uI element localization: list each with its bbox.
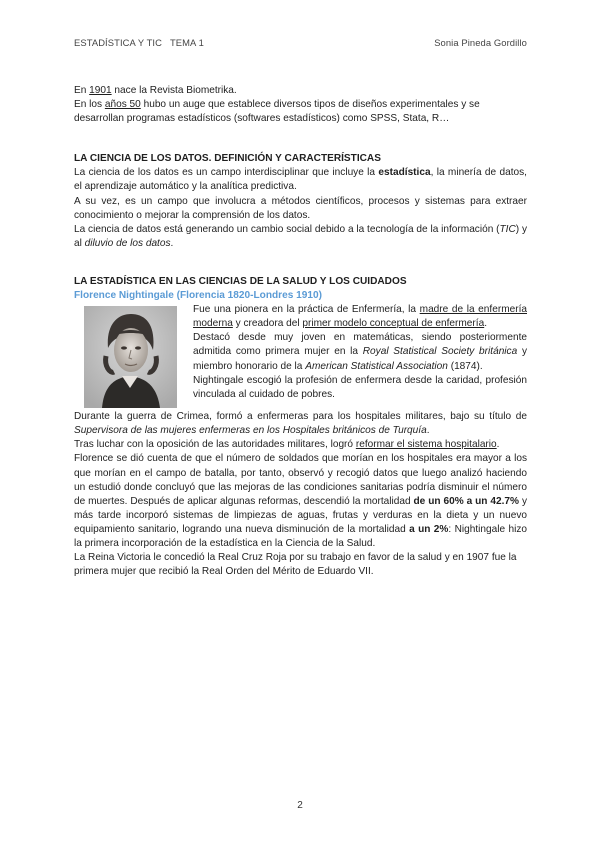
subtitle-florence-nightingale: Florence Nightingale (Florencia 1820-Londres 1910): [74, 290, 322, 302]
nightingale-paragraph-4: Durante la guerra de Crimea, formó a enfermeras para los hospitales militares, bajo su título de Supervisora de las mujeres enfermeras en los Hospitales británicos de Turquía.: [74, 411, 527, 437]
page-content: [74, 84, 527, 579]
data-science-paragraph-2: A su vez, es un campo que involucra a métodos científicos, procesos y sistemas para extraer conocimiento o mejorar la comprensión de los datos.: [74, 195, 527, 221]
header-author: Sonia Pineda Gordillo: [434, 37, 527, 48]
portrait-image: [84, 306, 177, 408]
years-50-link[interactable]: años 50: [104, 99, 141, 111]
data-science-paragraph-3: La ciencia de datos está generando un cambio social debido a la tecnología de la información (TIC) y al diluvio de los datos.: [74, 223, 527, 249]
portrait-drawing: [84, 306, 177, 408]
nightingale-paragraph-7: La Reina Victoria le concedió la Real Cruz Roja por su trabajo en favor de la salud y en 1907 fue la primera mujer que recibió la Real Orden del Mérito de Eduardo VII.: [74, 552, 517, 578]
data-science-paragraph-1: La ciencia de los datos es un campo interdisciplinar que incluye la estadística, la minería de datos, el aprendizaje automático y la analítica predictiva.: [74, 167, 527, 193]
nightingale-paragraph-5: Tras luchar con la oposición de las autoridades militares, logró reformar el sistema hospitalario.: [74, 439, 500, 451]
page-number: 2: [297, 800, 303, 811]
nightingale-paragraph-3: Nightingale escogió la profesión de enfermera desde la caridad, profesión vinculada al cuidado de pobres.: [193, 374, 527, 400]
section-title-health-statistics: LA ESTADÍSTICA EN LAS CIENCIAS DE LA SALUD Y LOS CUIDADOS: [74, 275, 407, 287]
section-title-data-science: LA CIENCIA DE LOS DATOS. DEFINICIÓN Y CARACTERÍSTICAS: [74, 153, 381, 165]
intro-paragraph-1: En 1901 nace la Revista Biometrika.: [74, 85, 237, 96]
nightingale-paragraph-6: Florence se dió cuenta de que el número de soldados que morían en los hospitales era mayor a los que morían en el campo de batalla, por tanto, observó y recogió datos que luego analizó haciendo un estudió donde concluyó que las mejoras de las condiciones sanitarias podría disminuir el número de muertes. Después de aplicar algunas reformas, descendió la mortalidad de un 60% a un 42.7% y más tarde incorporó sistemas de limpiezas de aguas, frutas y verduras en la dieta y un nuevo equipamiento sanitario, logrando una nueva disminución de la mortalidad a un 2%: Nightingale hizo la primera incorporación de la estadística en la Ciencia de la Salud.: [74, 453, 527, 549]
nightingale-paragraph-2: Destacó desde muy joven en matemáticas, siendo posteriormente admitida como primera mujer en la Royal Statistical Society británica y miembro honorario de la American Statistical Association (1874).: [193, 332, 527, 372]
intro-paragraph-2: En los años 50 hubo un auge que establece diversos tipos de diseños experimentales y se desarrollan programas estadísticos (softwares estadísticos) como SPSS, Stata, R…: [74, 99, 480, 125]
year-1901-link[interactable]: 1901: [89, 85, 112, 96]
header-course-title: ESTADÍSTICA Y TIC TEMA 1: [74, 37, 204, 48]
nightingale-paragraph-1: Fue una pionera en la práctica de Enfermería, la madre de la enfermería moderna y creadora del primer modelo conceptual de enfermería.: [193, 304, 527, 330]
